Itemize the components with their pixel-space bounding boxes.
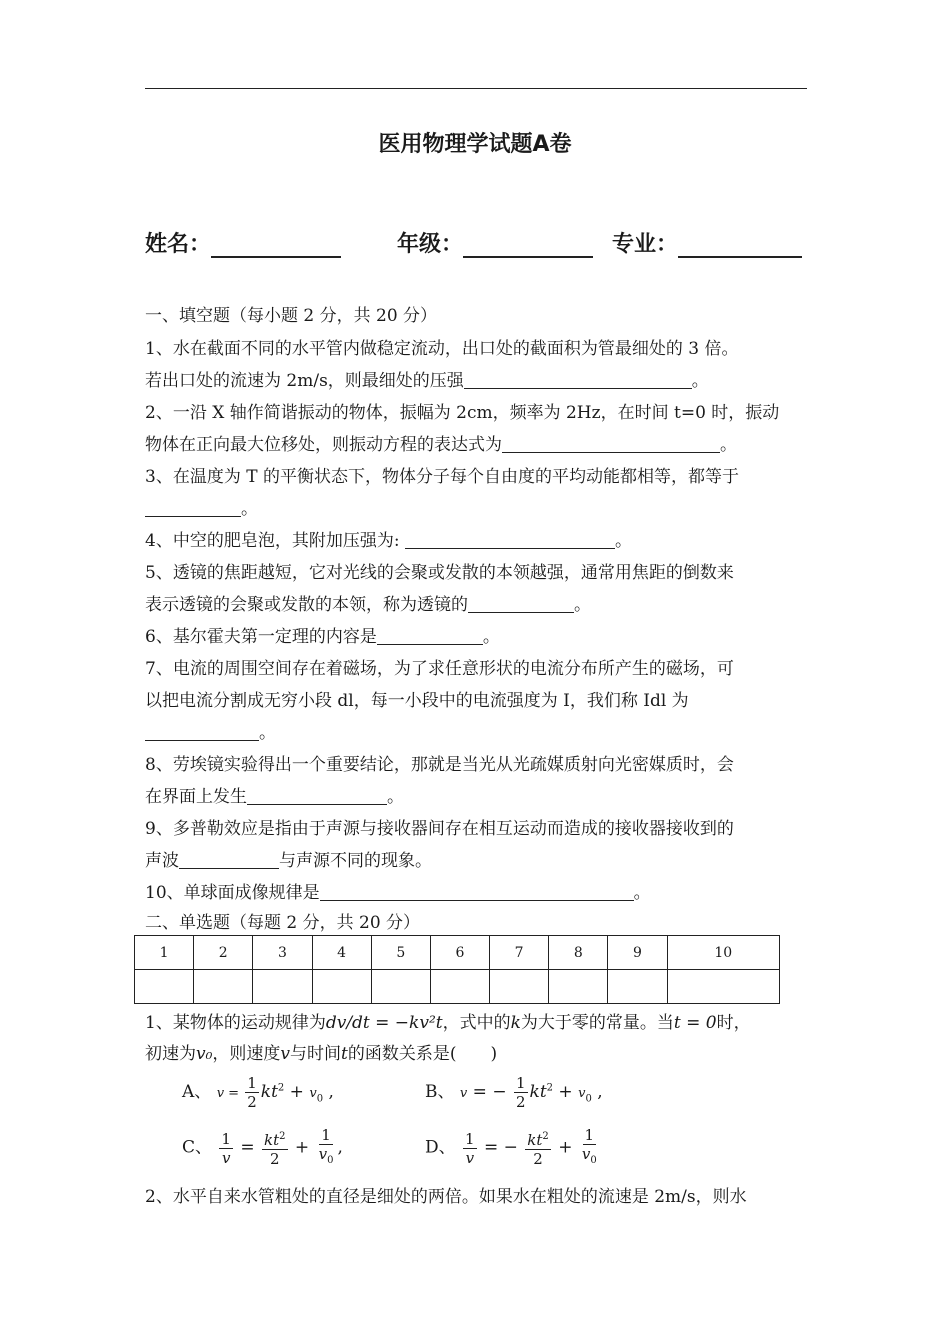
answer-blank[interactable] (179, 850, 279, 869)
page-title: 医用物理学试题A卷 (378, 132, 572, 157)
q5-line2: 表示透镜的会聚或发散的本领，称为透镜的 。 (145, 595, 591, 615)
answer-cell[interactable] (135, 970, 194, 1004)
answer-table-header: 9 (608, 936, 667, 970)
q1-line2: 若出口处的流速为 2m/s，则最细处的压强 。 (145, 371, 709, 391)
answer-blank[interactable] (145, 498, 241, 517)
answer-table-header: 10 (667, 936, 779, 970)
answer-table-header: 5 (371, 936, 430, 970)
q7-line2: 以把电流分割成无穷小段 dl，每一小段中的电流强度为 I，我们称 Idl 为 (145, 691, 689, 711)
answer-cell[interactable] (490, 970, 549, 1004)
q3-line1: 3、在温度为 T 的平衡状态下，物体分子每个自由度的平均动能都相等，都等于 (145, 467, 739, 487)
answer-blank[interactable] (247, 786, 387, 805)
option-b[interactable]: B、 v = − $\frac{1}{2}$ $kt^2 + v_0$ , (425, 1074, 603, 1111)
answer-blank[interactable] (405, 530, 615, 549)
answer-table-header: 2 (194, 936, 253, 970)
q9-line1: 9、多普勒效应是指由于声源与接收器间存在相互运动而造成的接收器接收到的 (145, 819, 734, 839)
mc-q1-line2: 初速为v₀，则速度v与时间t的函数关系是( ) (145, 1044, 498, 1064)
q8-line1: 8、劳埃镜实验得出一个重要结论，那就是当光从光疏媒质射向光密媒质时，会 (145, 755, 734, 775)
grade-label: 年级： (397, 232, 464, 257)
answer-cell[interactable] (549, 970, 608, 1004)
q7-line3: 。 (145, 722, 276, 744)
answer-blank[interactable] (145, 722, 259, 741)
answer-table (134, 935, 780, 1004)
answer-blank[interactable] (377, 626, 483, 645)
answer-table-header-row (135, 936, 780, 970)
q8-line2: 在界面上发生 。 (145, 787, 404, 807)
grade-field (397, 227, 593, 258)
q10-line: 10、单球面成像规律是 。 (145, 883, 651, 903)
answer-cell[interactable] (194, 970, 253, 1004)
answer-table-header: 8 (549, 936, 608, 970)
answer-table-header: 3 (253, 936, 312, 970)
answer-cell[interactable] (371, 970, 430, 1004)
q7-line1: 7、电流的周围空间存在着磁场，为了求任意形状的电流分布所产生的磁场，可 (145, 659, 734, 679)
q6-line: 6、基尔霍夫第一定理的内容是 。 (145, 627, 500, 647)
q4-line: 4、中空的肥皂泡，其附加压强为: 。 (145, 531, 632, 551)
motion-formula: dv/dt = −kv²t (325, 1013, 443, 1033)
major-field (612, 227, 802, 258)
q1-line1: 1、水在截面不同的水平管内做稳定流动，出口处的截面积为管最细处的 3 倍。 (145, 339, 739, 359)
q2-line1: 2、一沿 X 轴作简谐振动的物体，振幅为 2cm，频率为 2Hz，在时间 t=0 时，振动 (145, 403, 780, 423)
q5-line1: 5、透镜的焦距越短，它对光线的会聚或发散的本领越强，通常用焦距的倒数来 (145, 563, 734, 583)
name-blank[interactable] (211, 232, 341, 258)
grade-blank[interactable] (463, 232, 593, 258)
name-field (145, 227, 341, 258)
answer-table-header: 7 (490, 936, 549, 970)
mc-q1-line1: 1、某物体的运动规律为dv/dt = −kv²t，式中的k为大于零的常量。当t = 0时， (145, 1013, 751, 1033)
answer-table-answer-row (135, 970, 780, 1004)
option-a[interactable]: A、 v = $\frac{1}{2}$ $kt^2 + v_0$ , (182, 1074, 334, 1111)
mc-q2-line1: 2、水平自来水管粗处的直径是细处的两倍。如果水在粗处的流速是 2m/s，则水 (145, 1187, 747, 1207)
section2-heading: 二、单选题（每题 2 分，共 20 分） (145, 913, 421, 933)
q3-line2: 。 (145, 498, 258, 520)
major-blank[interactable] (678, 232, 802, 258)
option-d[interactable]: D、 $\frac{1}{v}$ = − $\frac{kt^2}{2}$ + $\frac{1}{v_0}$ (425, 1126, 597, 1168)
answer-blank[interactable] (464, 370, 692, 389)
major-label: 专业： (612, 232, 679, 257)
answer-blank[interactable] (468, 594, 574, 613)
answer-blank[interactable] (502, 434, 720, 453)
answer-table-header: 6 (430, 936, 489, 970)
answer-cell[interactable] (312, 970, 371, 1004)
answer-cell[interactable] (430, 970, 489, 1004)
answer-table-header: 4 (312, 936, 371, 970)
top-rule (145, 88, 807, 89)
name-label: 姓名： (145, 232, 212, 257)
option-c[interactable]: C、 $\frac{1}{v}$ = $\frac{kt^2}{2}$ + $\frac{1}{v_0}$ , (182, 1126, 343, 1168)
section1-heading: 一、填空题（每小题 2 分，共 20 分） (145, 306, 438, 326)
answer-table-header: 1 (135, 936, 194, 970)
q2-line2: 物体在正向最大位移处，则振动方程的表达式为 。 (145, 435, 737, 455)
answer-cell[interactable] (667, 970, 779, 1004)
answer-blank[interactable] (320, 882, 634, 901)
q9-line2: 声波 与声源不同的现象。 (145, 851, 432, 871)
answer-cell[interactable] (253, 970, 312, 1004)
answer-cell[interactable] (608, 970, 667, 1004)
